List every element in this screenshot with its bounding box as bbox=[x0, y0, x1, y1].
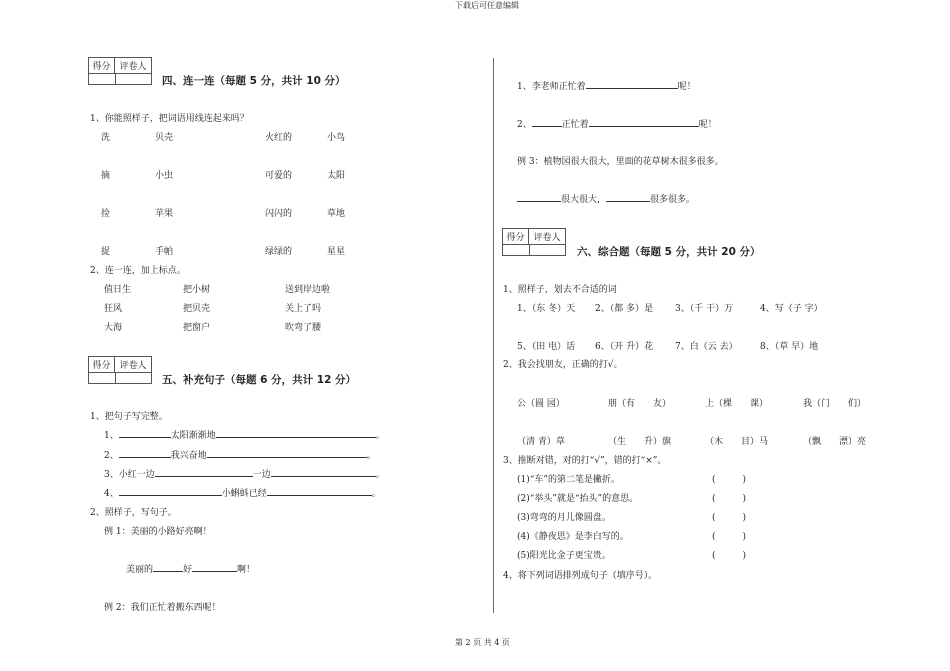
match-word: 太阳 bbox=[327, 171, 346, 181]
match-word: 手帕 bbox=[155, 247, 174, 257]
judge-answer-paren: ( ) bbox=[712, 475, 747, 485]
match-word: 小鸟 bbox=[327, 133, 346, 143]
right-sentence-2: 2、 正忙着 呢！ bbox=[517, 117, 717, 130]
example-1: 例 1：美丽的小路好亮啊！ bbox=[104, 527, 212, 537]
char-choice-item: 8、（草 早）地 bbox=[760, 342, 819, 352]
match-word: 苹果 bbox=[155, 209, 174, 219]
friend-item: （清 青）草 bbox=[517, 437, 565, 447]
section4-title: 四、连一连（每题 5 分，共计 10 分） bbox=[162, 75, 346, 87]
match-word: 摘 bbox=[101, 171, 111, 181]
judge-statement: (1)“车”的第二笔是撇折。 bbox=[517, 475, 620, 485]
right-sentence-1: 1、李老师正忙着 呢！ bbox=[517, 79, 696, 92]
punct-phrase: 狂风 bbox=[104, 304, 123, 314]
column-divider bbox=[493, 58, 494, 613]
punct-phrase: 值日生 bbox=[104, 285, 132, 295]
char-choice-item: 5、（田 电）话 bbox=[517, 342, 576, 352]
sec6-question-4: 4、将下列词语排列成句子（填序号）。 bbox=[503, 571, 658, 581]
match-word: 洗 bbox=[101, 133, 111, 143]
friend-item: （生 升）旗 bbox=[608, 437, 672, 447]
judge-statement: (4)《静夜思》是李白写的。 bbox=[517, 532, 629, 542]
example-3: 例 3：植物园很大很大，里面的花草树木很多很多。 bbox=[517, 157, 724, 167]
sec6-question-3: 3、推断对错，对的打“√”，错的打“×”。 bbox=[503, 456, 667, 466]
sec5-question-1: 1、把句子写完整。 bbox=[90, 412, 168, 422]
match-word: 绿绿的 bbox=[265, 247, 293, 257]
char-choice-item: 3、（千 干）万 bbox=[675, 304, 734, 314]
example-1-blank: 美丽的 好 啊！ bbox=[126, 562, 255, 575]
sentence-2: 2、 我兴奋地 。 bbox=[104, 448, 376, 461]
match-word: 草地 bbox=[327, 209, 346, 219]
match-word: 捉 bbox=[101, 247, 111, 257]
sec4-question-1: 1、你能照样子，把词语用线连起来吗？ bbox=[90, 114, 249, 124]
score-box: 得分 评卷人 bbox=[88, 356, 152, 373]
friend-item: 我（门 们） bbox=[803, 399, 867, 409]
char-choice-item: 4、写（子 字） bbox=[760, 304, 823, 314]
section6-title: 六、综合题（每题 5 分，共计 20 分） bbox=[577, 246, 761, 258]
punct-phrase: 把窗户 bbox=[183, 323, 211, 333]
right-sentence-3: 很大很大， 很多很多。 bbox=[517, 192, 695, 205]
judge-statement: (2)“举头”就是“抬头”的意思。 bbox=[517, 494, 639, 504]
judge-answer-paren: ( ) bbox=[712, 513, 747, 523]
match-word: 贝壳 bbox=[155, 133, 174, 143]
friend-item: 上（棵 课） bbox=[705, 399, 769, 409]
judge-statement: (3)弯弯的月儿像圆盘。 bbox=[517, 513, 611, 523]
match-word: 闪闪的 bbox=[265, 209, 293, 219]
sec6-question-2: 2、我会找朋友，正确的打√。 bbox=[503, 360, 623, 370]
char-choice-item: 7、白（云 去） bbox=[675, 342, 738, 352]
punct-phrase: 吹弯了腰 bbox=[285, 323, 322, 333]
friend-item: 公（圆 园） bbox=[517, 399, 565, 409]
sec4-question-2: 2、连一连，加上标点。 bbox=[90, 266, 186, 276]
section5-title: 五、补充句子（每题 6 分，共计 12 分） bbox=[162, 374, 357, 386]
char-choice-item: 2、（都 多）是 bbox=[595, 304, 654, 314]
page-footer: 第 2 页 共 4 页 bbox=[455, 638, 510, 647]
punct-phrase: 大海 bbox=[104, 323, 123, 333]
score-box: 得分 评卷人 bbox=[502, 228, 566, 245]
example-2: 例 2：我们正忙着搬东西呢！ bbox=[104, 603, 221, 613]
friend-item: （飘 漂）亮 bbox=[803, 437, 867, 447]
match-word: 星星 bbox=[327, 247, 346, 257]
sec5-question-2: 2、照样子，写句子。 bbox=[90, 508, 177, 518]
judge-answer-paren: ( ) bbox=[712, 532, 747, 542]
friend-item: 朋（有 友） bbox=[608, 399, 672, 409]
char-choice-item: 6、（开 升）花 bbox=[595, 342, 654, 352]
char-choice-item: 1、（东 冬）天 bbox=[517, 304, 576, 314]
sentence-1: 1、 太阳渐渐地 。 bbox=[104, 428, 385, 441]
sentence-3: 3、小红一边 一边 。 bbox=[104, 467, 385, 480]
judge-statement: (5)阳光比金子更宝贵。 bbox=[517, 551, 611, 561]
match-word: 捡 bbox=[101, 209, 111, 219]
punct-phrase: 关上了吗 bbox=[285, 304, 322, 314]
punct-phrase: 把小树 bbox=[183, 285, 211, 295]
match-word: 小虫 bbox=[155, 171, 174, 181]
sentence-4: 4、 小蝌蚪已经 。 bbox=[104, 486, 381, 499]
match-word: 可爱的 bbox=[265, 171, 293, 181]
judge-answer-paren: ( ) bbox=[712, 494, 747, 504]
punct-phrase: 把贝壳 bbox=[183, 304, 211, 314]
page-header: 下载后可任意编辑 bbox=[455, 1, 519, 10]
match-word: 火红的 bbox=[265, 133, 293, 143]
friend-item: （木 目）马 bbox=[705, 437, 769, 447]
judge-answer-paren: ( ) bbox=[712, 551, 747, 561]
punct-phrase: 送到岸边啦 bbox=[285, 285, 331, 295]
score-box: 得分 评卷人 bbox=[88, 57, 152, 74]
sec6-question-1: 1、照样子，划去不合适的词 bbox=[503, 285, 617, 295]
